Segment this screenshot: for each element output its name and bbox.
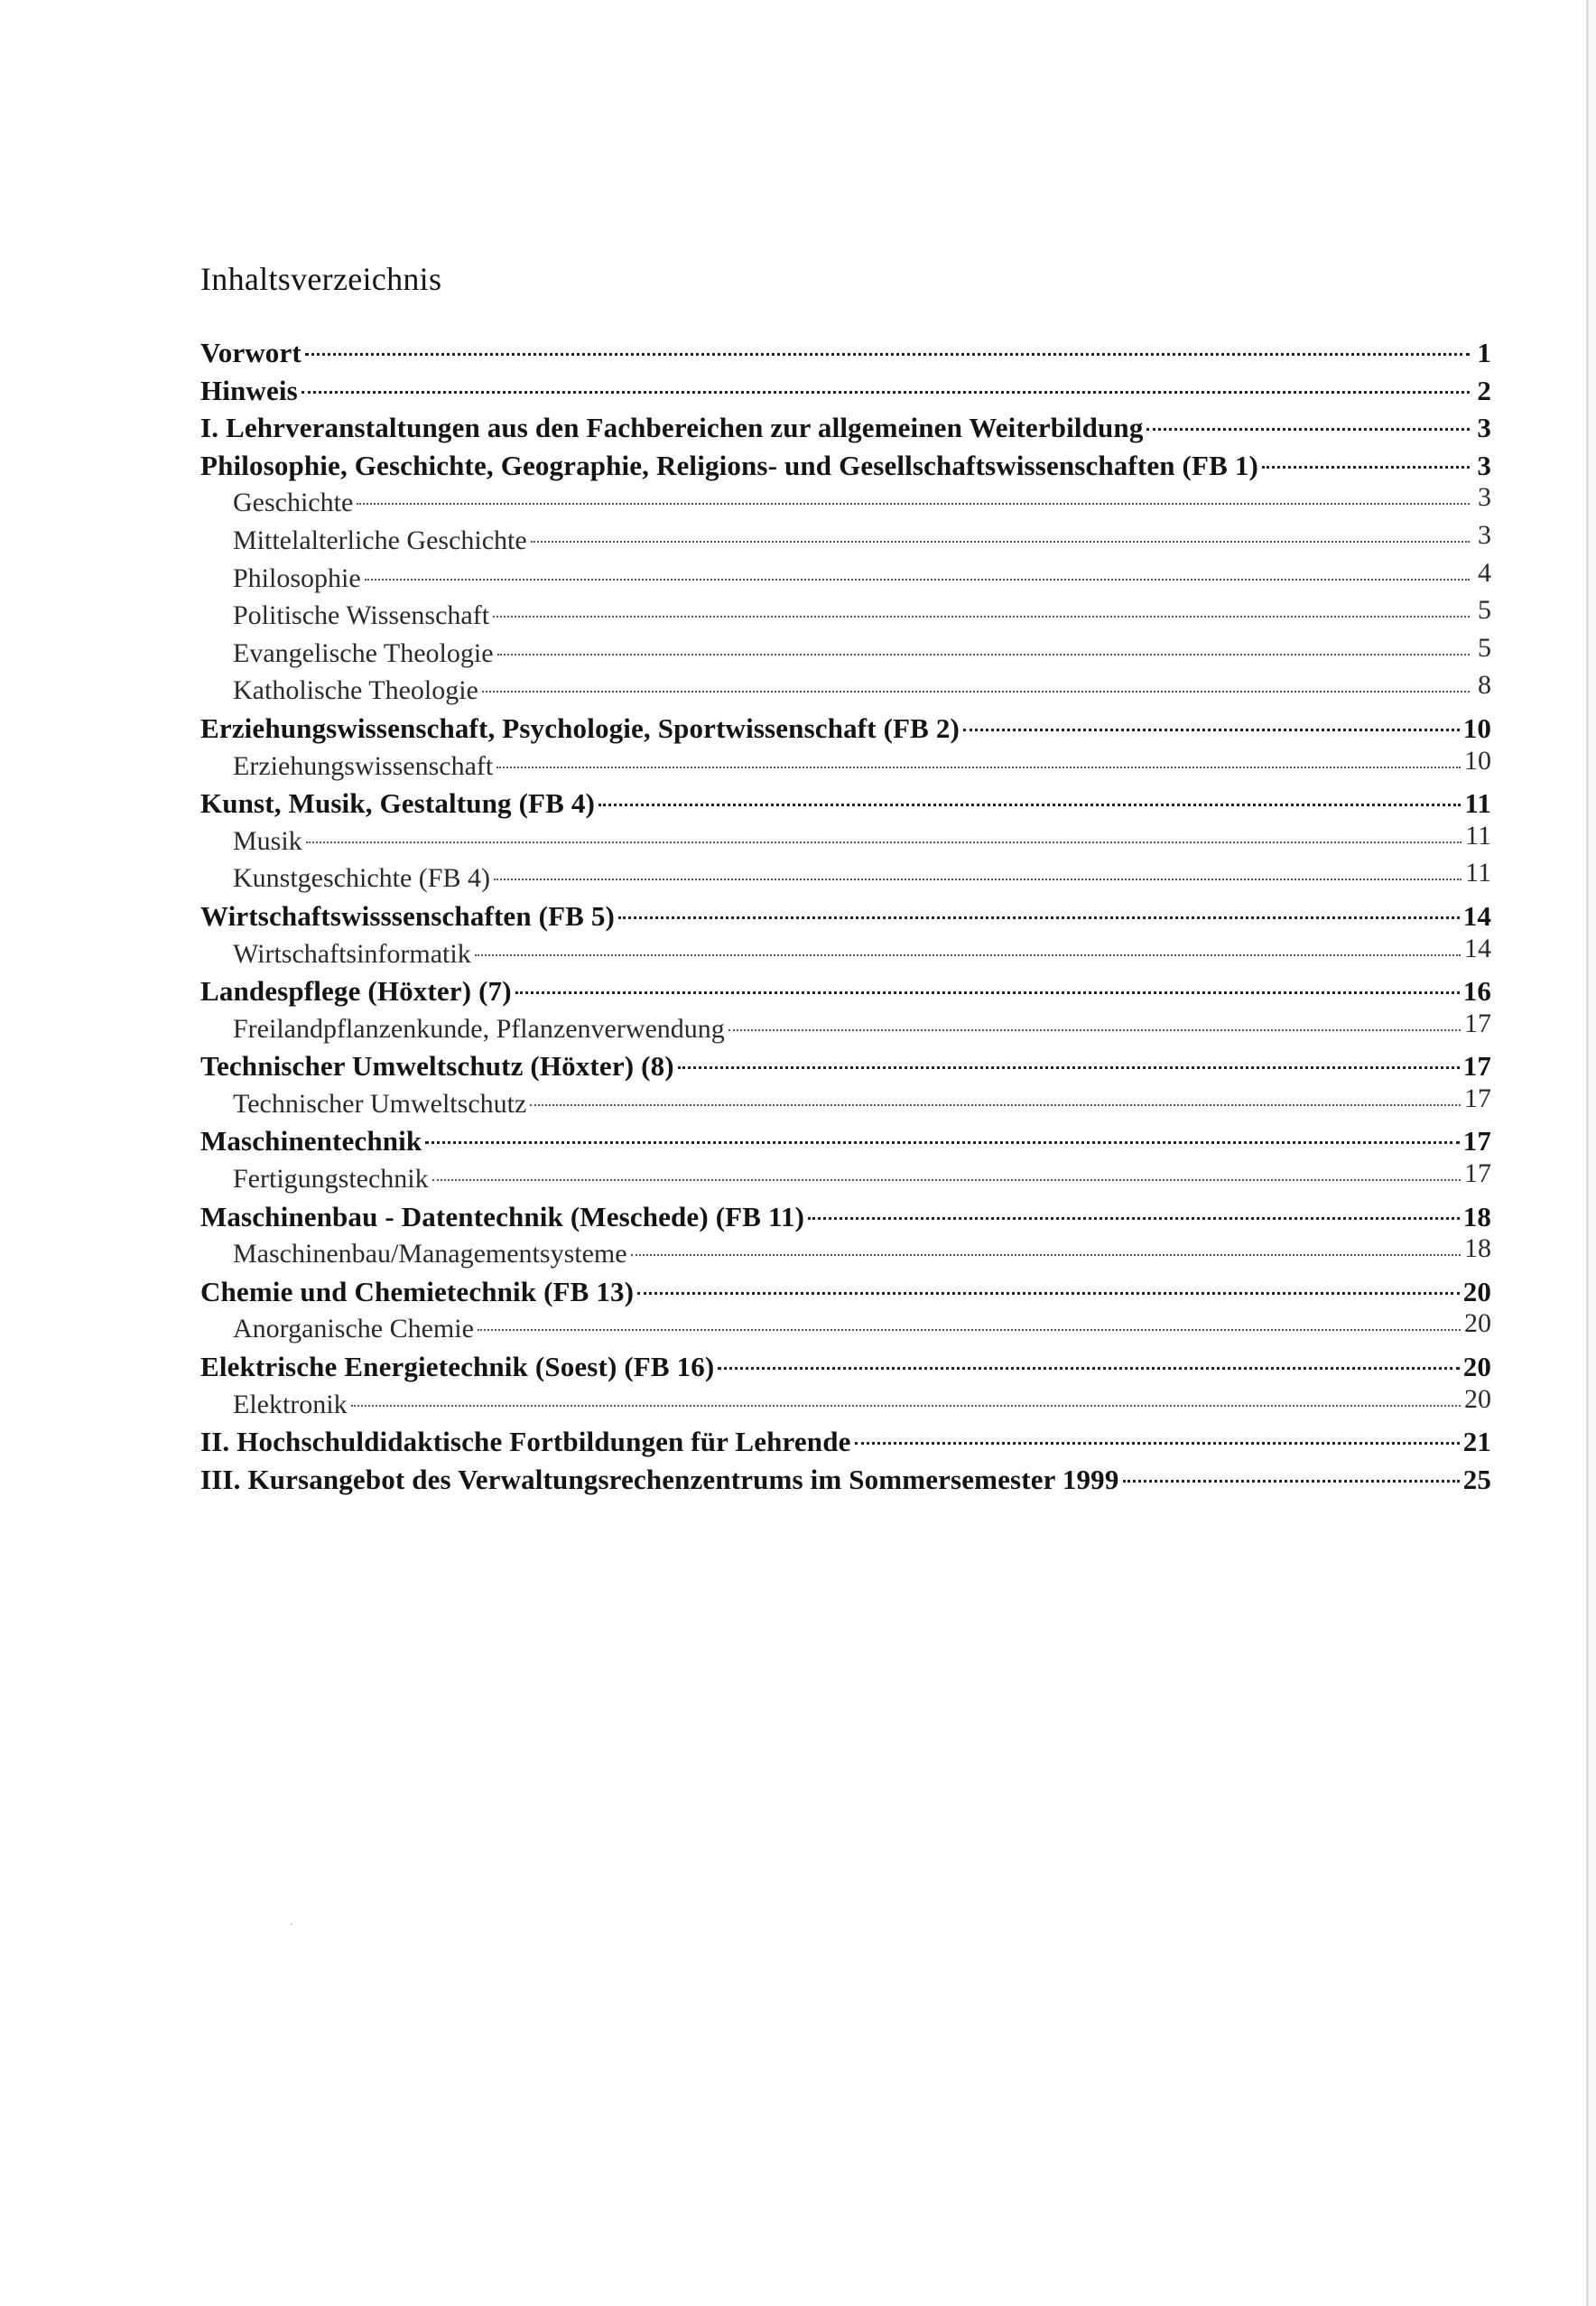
toc-subsection-entry	[200, 1386, 1491, 1424]
toc-subsection-entry	[200, 1085, 1491, 1123]
toc-subsection-entry	[200, 935, 1491, 973]
toc-entry-label: Wirtschaftsinformatik	[233, 938, 471, 969]
toc-entry-label: Erziehungswissenschaft	[233, 750, 494, 781]
toc-dot-leader	[1262, 466, 1470, 469]
toc-dot-leader	[305, 353, 1470, 356]
toc-entry-label: Technischer Umweltschutz	[233, 1088, 527, 1119]
toc-dot-leader	[855, 1442, 1460, 1445]
toc-page-number: 16	[1462, 975, 1491, 1008]
toc-entry-label: Kunstgeschichte (FB 4)	[233, 863, 490, 894]
toc-entry-label: Fertigungstechnik	[233, 1164, 429, 1195]
toc-section-entry	[200, 972, 1491, 1010]
toc-dot-leader	[482, 691, 1470, 693]
toc-entry-label: Erziehungswissenschaft, Psychologie, Sportwissenschaft (FB 2)	[200, 711, 960, 744]
toc-subsection-entry	[200, 522, 1491, 560]
toc-dot-leader	[357, 503, 1470, 505]
toc-page-number: 17	[1462, 1125, 1491, 1158]
toc-entry-label: Mittelalterliche Geschichte	[233, 525, 527, 555]
toc-dot-leader	[306, 842, 1461, 843]
toc-page-number: 5	[1478, 634, 1491, 663]
toc-section-entry	[200, 1047, 1491, 1085]
toc-dot-leader	[598, 804, 1461, 806]
toc-entry-label: Wirtschaftswisssenschaften (FB 5)	[200, 899, 616, 932]
toc-page-number: 10	[1464, 747, 1491, 776]
toc-dot-leader	[493, 616, 1470, 618]
toc-dot-leader	[531, 541, 1470, 543]
toc-page-number: 3	[1477, 412, 1491, 444]
scan-speck	[291, 1923, 292, 1925]
toc-page-number: 25	[1462, 1463, 1491, 1495]
toc-dot-leader	[365, 579, 1470, 581]
toc-subsection-entry	[200, 484, 1491, 522]
toc-entry-label: II. Hochschuldidaktische Fortbildungen für Lehrende	[200, 1426, 851, 1458]
toc-page-number: 1	[1477, 337, 1491, 368]
toc-page-number: 18	[1464, 1235, 1491, 1264]
toc-dot-leader	[515, 991, 1460, 994]
toc-entry-label: Politische Wissenschaft	[233, 600, 490, 631]
toc-section-entry	[200, 897, 1491, 935]
toc-entry-label: Freilandpflanzenkunde, Pflanzenverwendung	[233, 1013, 725, 1044]
toc-section-entry	[200, 409, 1491, 447]
toc-page-number: 14	[1464, 934, 1491, 963]
toc-subsection-entry	[200, 860, 1491, 897]
toc-entry-label: Vorwort	[200, 337, 302, 368]
toc-entry-label: Philosophie, Geschichte, Geographie, Religions- und Gesellschaftswissenschaften (FB 1)	[200, 449, 1258, 481]
toc-entry-label: Musik	[233, 825, 302, 856]
toc-page-number: 11	[1465, 822, 1491, 851]
toc-page-number: 21	[1462, 1426, 1491, 1458]
toc-section-entry	[200, 1423, 1491, 1461]
toc-section-entry	[200, 1273, 1491, 1311]
toc-page-number: 8	[1478, 672, 1491, 701]
toc-dot-leader	[678, 1066, 1460, 1069]
toc-page-number: 4	[1478, 559, 1491, 588]
toc-page-number: 17	[1462, 1050, 1491, 1083]
toc-section-entry	[200, 1122, 1491, 1160]
toc-entry-label: Philosophie	[233, 563, 361, 593]
toc-section-entry	[200, 785, 1491, 823]
toc-entry-label: Landespflege (Höxter) (7)	[200, 975, 512, 1008]
toc-dot-leader	[637, 1292, 1460, 1295]
toc-subsection-entry	[200, 597, 1491, 635]
toc-page-number: 14	[1462, 899, 1491, 932]
toc-subsection-entry	[200, 1310, 1491, 1348]
toc-dot-leader	[351, 1405, 1461, 1407]
toc-dot-leader	[496, 767, 1461, 768]
table-of-contents	[200, 334, 1491, 1498]
toc-dot-leader	[728, 1029, 1461, 1031]
toc-page-number: 2	[1477, 374, 1491, 406]
toc-page-number: 17	[1464, 1160, 1491, 1189]
toc-page-number: 20	[1462, 1351, 1491, 1383]
toc-subsection-entry	[200, 1235, 1491, 1273]
toc-subsection-entry	[200, 672, 1491, 710]
toc-page-number: 3	[1478, 484, 1491, 513]
toc-page-number: 3	[1478, 521, 1491, 550]
toc-entry-label: Elektrische Energietechnik (Soest) (FB 16)	[200, 1351, 715, 1383]
toc-entry-label: Maschinenbau/Managementsysteme	[233, 1239, 627, 1269]
toc-dot-leader	[497, 654, 1470, 656]
toc-entry-label: I. Lehrveranstaltungen aus den Fachbereichen zur allgemeinen Weiterbildung	[200, 412, 1144, 444]
toc-page-number: 17	[1464, 1009, 1491, 1038]
toc-entry-label: Geschichte	[233, 488, 354, 518]
toc-dot-leader	[631, 1254, 1461, 1256]
toc-dot-leader	[1146, 428, 1470, 431]
toc-page-number: 3	[1477, 449, 1491, 481]
toc-subsection-entry	[200, 823, 1491, 860]
toc-entry-label: Hinweis	[200, 374, 298, 406]
toc-entry-label: Maschinentechnik	[200, 1125, 422, 1158]
toc-dot-leader	[618, 916, 1460, 919]
toc-entry-label: Technischer Umweltschutz (Höxter) (8)	[200, 1050, 674, 1083]
toc-dot-leader	[808, 1217, 1460, 1220]
toc-dot-leader	[425, 1141, 1459, 1144]
toc-entry-label: Anorganische Chemie	[233, 1314, 474, 1344]
toc-page-number: 20	[1464, 1385, 1491, 1414]
toc-entry-label: Elektronik	[233, 1389, 348, 1419]
toc-page-number: 20	[1462, 1275, 1491, 1307]
toc-entry-label: Kunst, Musik, Gestaltung (FB 4)	[200, 787, 595, 820]
toc-page-number: 5	[1478, 597, 1491, 626]
toc-dot-leader	[718, 1367, 1459, 1370]
toc-page-number: 20	[1464, 1310, 1491, 1339]
toc-subsection-entry	[200, 748, 1491, 786]
toc-dot-leader	[302, 391, 1470, 394]
scan-edge-line	[1586, 0, 1589, 2306]
toc-dot-leader	[530, 1104, 1461, 1106]
toc-page-number: 17	[1464, 1084, 1491, 1113]
toc-section-entry	[200, 1461, 1491, 1499]
toc-subsection-entry	[200, 1010, 1491, 1048]
toc-entry-label: Katholische Theologie	[233, 675, 478, 706]
toc-page-number: 11	[1464, 787, 1491, 820]
toc-section-entry	[200, 372, 1491, 410]
toc-dot-leader	[494, 879, 1461, 880]
toc-entry-label: Chemie und Chemietechnik (FB 13)	[200, 1275, 635, 1307]
toc-subsection-entry	[200, 635, 1491, 673]
toc-section-entry	[200, 1198, 1491, 1236]
toc-page-number: 10	[1462, 711, 1491, 744]
toc-entry-label: Maschinenbau - Datentechnik (Meschede) (FB 11)	[200, 1200, 805, 1232]
toc-section-entry	[200, 334, 1491, 372]
toc-page-number: 11	[1465, 860, 1491, 888]
scan-margin	[1589, 0, 1596, 2306]
toc-page-number: 18	[1462, 1200, 1491, 1232]
toc-subsection-entry	[200, 1160, 1491, 1198]
toc-subsection-entry	[200, 560, 1491, 598]
toc-dot-leader	[478, 1329, 1461, 1331]
toc-section-entry	[200, 710, 1491, 748]
toc-dot-leader	[432, 1179, 1461, 1181]
toc-section-entry	[200, 447, 1491, 485]
toc-dot-leader	[1123, 1480, 1460, 1483]
toc-section-entry	[200, 1348, 1491, 1386]
toc-entry-label: Evangelische Theologie	[233, 637, 494, 668]
toc-dot-leader	[475, 954, 1461, 956]
toc-entry-label: III. Kursangebot des Verwaltungsrechenzentrums im Sommersemester 1999	[200, 1463, 1119, 1495]
page-title: Inhaltsverzeichnis	[200, 261, 442, 297]
toc-dot-leader	[963, 729, 1460, 731]
